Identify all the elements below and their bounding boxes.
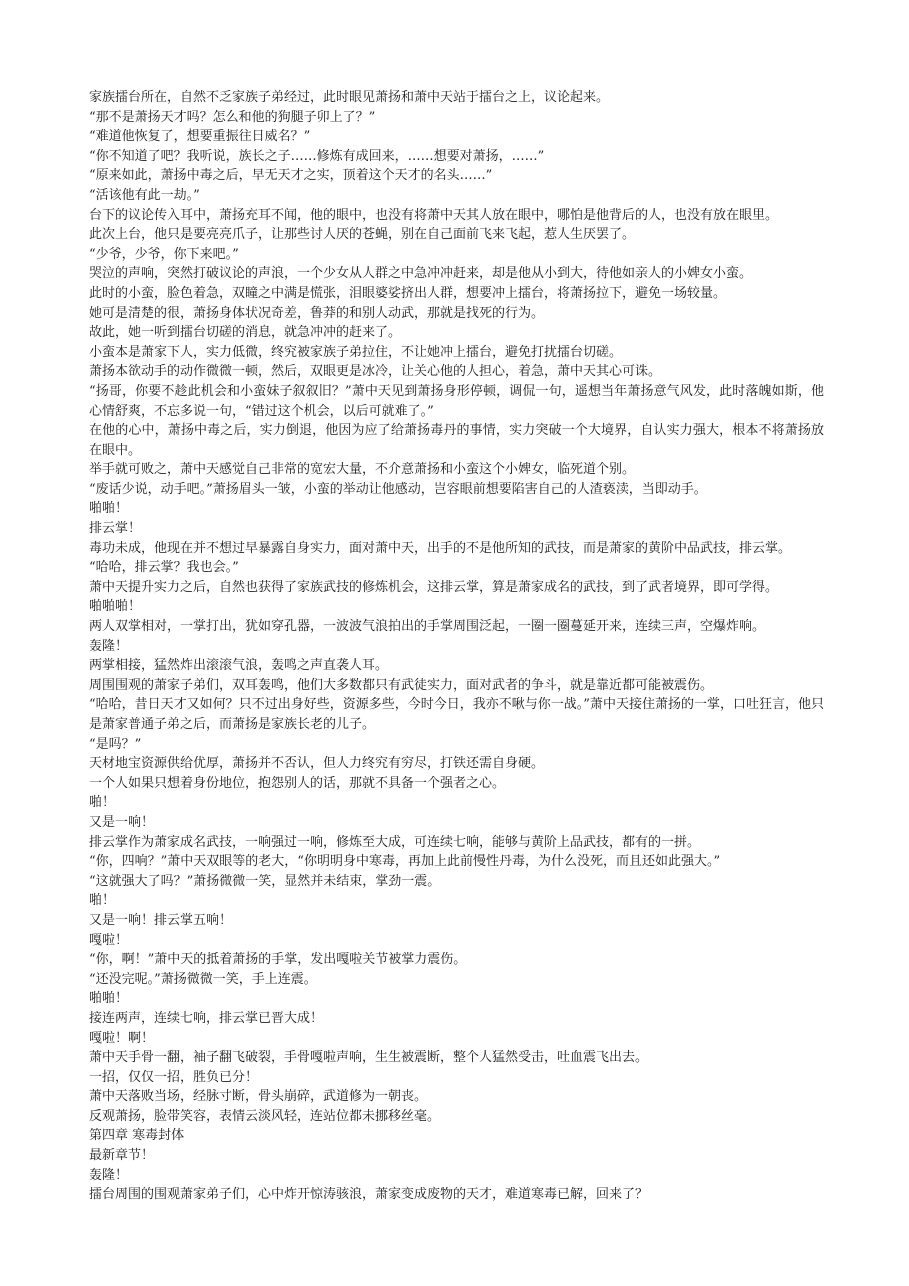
paragraph: 又是一响！ [89,814,155,830]
paragraph: 萧中天落败当场，经脉寸断，骨头崩碎，武道修为一朝丧。 [89,1089,428,1105]
paragraph: 轰隆！ [89,1167,129,1183]
paragraph: 举手就可败之，萧中天感觉自己非常的宽宏大量，不介意萧扬和小蛮这个小婢女，临死道个别。 [89,462,636,478]
paragraph: 在他的心中，萧扬中毒之后，实力倒退，他因为应了给萧扬毒丹的事情，实力突破一个大境界，自认实力强大，根本不将萧扬放在眼中。 [89,423,824,458]
paragraph: 嘎啦！啊！ [89,1030,155,1046]
paragraph: “扬哥，你要不趁此机会和小蛮妹子叙叙旧？”萧中天见到萧扬身形停顿，调侃一句，遥想当年萧扬意气风发，此时落魄如斯，他心情舒爽，不忘多说一句，“错过这个机会，以后可就难了。” [89,383,824,419]
paragraph: 两掌相接，猛然炸出滚滚气浪，轰鸣之声直袭人耳。 [89,658,389,674]
paragraph: 排云掌作为萧家成名武技，一响强过一响，修炼至大成，可连续七响，能够与黄阶上品武技，都有的一拼。 [89,834,701,850]
paragraph: 萧扬本欲动手的动作微微一顿，然后，双眼更是冰冷，让关心他的人担心，着急，萧中天其心可诛。 [89,364,662,380]
paragraph: 一个人如果只想着身份地位，抱怨别人的话，那就不具备一个强者之心。 [89,775,506,791]
paragraph: 嘎啦！ [89,932,129,948]
paragraph: 家族擂台所在，自然不乏家族子弟经过，此时眼见萧扬和萧中天站于擂台之上，议论起来。 [89,90,610,105]
paragraph: “活该他有此一劫。” [89,187,200,203]
paragraph: 萧中天手骨一翻，袖子翻飞破裂，手骨嘎啦声响，生生被震断，整个人猛然受击，吐血震飞出去。 [89,1050,649,1066]
paragraph: 萧中天提升实力之后，自然也获得了家族武技的修炼机会，这排云掌，算是萧家成名的武技，到了武者境界，即可学得。 [89,579,779,595]
paragraph: 擂台周围的围观萧家弟子们，心中炸开惊涛骇浪，萧家变成废物的天才，难道寒毒已解，回来了？ [89,1187,649,1203]
paragraph: 又是一响！排云掌五响！ [89,912,233,928]
paragraph: 啪啪！ [89,501,129,517]
paragraph: “那不是萧扬天才吗？怎么和他的狗腿子卯上了？” [89,109,376,125]
paragraph: 毒功未成，他现在并不想过早暴露自身实力，面对萧中天，出手的不是他所知的武技，而是萧家的黄阶中品武技，排云掌。 [89,540,792,556]
paragraph: “少爷，少爷，你下来吧。” [89,246,239,262]
paragraph: 此时的小蛮，脸色着急，双瞳之中满是慌张，泪眼婆娑挤出人群，想要冲上擂台，将萧扬拉下，避免一场较量。 [89,285,727,301]
paragraph: 啪！ [89,795,116,811]
paragraph: 最新章节！ [89,1148,155,1164]
paragraph: 一招，仅仅一招，胜负已分！ [89,1069,259,1085]
paragraph: “还没完呢。”萧扬微微一笑，手上连震。 [89,971,317,987]
paragraph: 啪！ [89,893,116,909]
chapter-heading: 第四章 寒毒封体 [89,1128,185,1144]
paragraph: 轰隆！ [89,638,129,654]
paragraph: “废话少说，动手吧。”萧扬眉头一皱，小蛮的举动让他感动，岂容眼前想要陷害自己的人渣亵渎，当即动手。 [89,481,707,497]
paragraph: “哈哈，昔日天才又如何？只不过出身好些，资源多些，今时今日，我亦不啾与你一战。”萧中天接住萧扬的一掌，口吐狂言，他只是萧家普通子弟之后，而萧扬是家族长老的儿子。 [89,697,824,732]
paragraph: “你，四响？”萧中天双眼等的老大，“你明明身中寒毒，再加上此前慢性丹毒，为什么没死，而且还如此强大。” [89,854,721,870]
document-page [89,88,824,1205]
paragraph: 此次上台，他只是要亮亮爪子，让那些讨人厌的苍蝇，别在自己面前飞来飞起，惹人生厌罢了。 [89,227,636,243]
paragraph: 周围围观的萧家子弟们，双耳轰鸣，他们大多数都只有武徒实力，面对武者的争斗，就是靠近都可能被震伤。 [89,677,714,693]
paragraph: 接连两声，连续七响，排云掌已晋大成！ [89,1010,324,1026]
paragraph: 啪啪啪！ [89,599,142,615]
paragraph: 两人双掌相对，一掌打出，犹如穿孔器，一波波气浪拍出的手掌周围泛起，一圈一圈蔓延开来，连续三声，空爆炸响。 [89,619,766,635]
paragraph: “原来如此，萧扬中毒之后，早无天才之实，顶着这个天才的名头……” [89,168,493,184]
paragraph: 故此，她一听到擂台切磋的消息，就急冲冲的赶来了。 [89,325,402,341]
paragraph: 反观萧扬，脸带笑容，表情云淡风轻，连站位都未挪移丝毫。 [89,1108,441,1124]
paragraph: “你不知道了吧？我听说，族长之子……修炼有成回来，……想要对萧扬，……” [89,148,545,164]
paragraph: 哭泣的声响，突然打破议论的声浪，一个少女从人群之中急冲冲赶来，却是他从小到大，待他如亲人的小婢女小蛮。 [89,266,753,282]
paragraph: 天材地宝资源供给优厚，萧扬并不否认，但人力终究有穷尽，打铁还需自身硬。 [89,756,545,772]
paragraph: 她可是清楚的很，萧扬身体状况奇差，鲁莽的和别人动武，那就是找死的行为。 [89,305,545,321]
paragraph: 小蛮本是萧家下人，实力低微，终究被家族子弟拉住，不让她冲上擂台，避免打扰擂台切磋。 [89,344,623,360]
paragraph: 台下的议论传入耳中，萧扬充耳不闻，他的眼中，也没有将萧中天其人放在眼中，哪怕是他背后的人，也没有放在眼里。 [89,207,779,223]
paragraph: “哈哈，排云掌？我也会。” [89,560,239,576]
paragraph: “是吗？” [89,736,142,752]
paragraph: 排云掌！ [89,521,142,537]
paragraph: 啪啪！ [89,991,129,1007]
paragraph: “难道他恢复了，想要重振往日威名？” [89,129,311,145]
paragraph: “你，啊！”萧中天的抵着萧扬的手掌，发出嘎啦关节被掌力震伤。 [89,952,467,968]
paragraph: “这就强大了吗？”萧扬微微一笑，显然并未结束，掌劲一震。 [89,873,441,889]
